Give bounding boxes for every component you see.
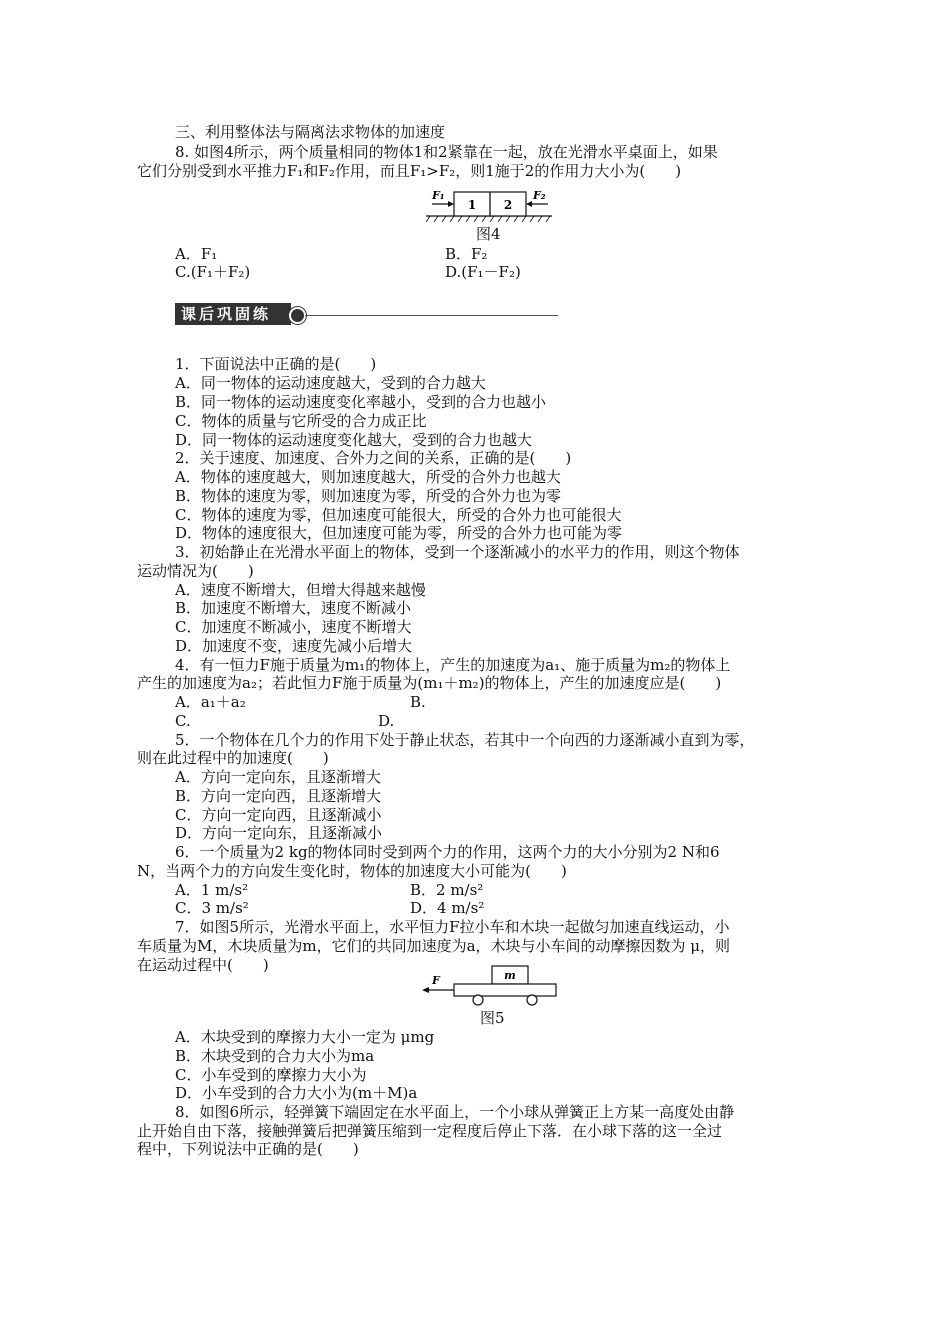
q3-stem-line1: 3．初始静止在光滑水平面上的物体，受到一个逐渐减小的水平力的作用，则这个物体 xyxy=(175,543,740,561)
q1-option-b: B．同一物体的运动速度变化率越小，受到的合力也越小 xyxy=(175,393,547,411)
cart-wheel-left xyxy=(473,995,483,1005)
block-1-label: 1 xyxy=(467,198,477,212)
cart-wheel-right xyxy=(527,995,537,1005)
q2-option-b: B．物体的速度为零，则加速度为零，所受的合外力也为零 xyxy=(175,487,562,505)
section-heading: 三、利用整体法与隔离法求物体的加速度 xyxy=(175,123,446,141)
q3-option-b: B．加速度不断增大，速度不断减小 xyxy=(175,599,412,617)
q2-option-d: D．物体的速度很大，但加速度可能为零，所受的合外力也可能为零 xyxy=(175,524,623,542)
q4-option-d: D. xyxy=(378,712,395,730)
q5-option-d: D．方向一定向东，且逐渐减小 xyxy=(175,824,383,842)
q1-option-c: C．物体的质量与它所受的合力成正比 xyxy=(175,412,427,430)
block-2-label: 2 xyxy=(503,198,513,212)
q4-option-c: C. xyxy=(175,712,191,730)
q7-option-a: A．木块受到的摩擦力大小一定为 μmg xyxy=(175,1028,435,1046)
section-banner: 课后巩固练 xyxy=(175,303,291,325)
q5-option-a: A．方向一定向东，且逐渐增大 xyxy=(175,768,381,786)
q2-stem: 2．关于速度、加速度、合外力之间的关系，正确的是( ) xyxy=(175,449,572,467)
figure-4 xyxy=(424,184,554,224)
q6-option-b: B．2 m/s² xyxy=(410,881,484,899)
figure-5-caption: 图5 xyxy=(480,1009,505,1027)
q7-option-b: B．木块受到的合力大小为ma xyxy=(175,1047,375,1065)
banner-dot-icon xyxy=(289,307,306,324)
q5-option-b: B．方向一定向西，且逐渐增大 xyxy=(175,787,382,805)
q5-stem-line1: 5．一个物体在几个力的作用下处于静止状态，若其中一个向西的力逐渐减小直到为零， xyxy=(175,731,755,749)
q7-stem-line2: 车质量为M，木块质量为m，它们的共同加速度为a，木块与小车间的动摩擦因数为 μ，则 xyxy=(137,937,731,955)
q7-stem-line3: 在运动过程中( ) xyxy=(137,956,269,974)
q2-option-c: C．物体的速度为零，但加速度可能很大，所受的合外力也可能很大 xyxy=(175,506,622,524)
q6-stem-line2: N，当两个力的方向发生变化时，物体的加速度大小可能为( ) xyxy=(137,862,567,880)
banner-divider xyxy=(305,315,558,316)
q8-option-b: B．F₂ xyxy=(445,245,488,263)
q6-option-d: D．4 m/s² xyxy=(410,899,485,917)
cart-body xyxy=(454,984,556,996)
q7-option-c: C．小车受到的摩擦力大小为 xyxy=(175,1066,367,1084)
q8-option-d: D.(F₁－F₂) xyxy=(445,263,521,281)
q6-option-c: C．3 m/s² xyxy=(175,899,249,917)
figure-5 xyxy=(420,962,560,1008)
q1-option-d: D．同一物体的运动速度变化越大，受到的合力也越大 xyxy=(175,431,533,449)
q4-stem-line1: 4．有一恒力F施于质量为m₁的物体上，产生的加速度为a₁、施于质量为m₂的物体上 xyxy=(175,656,731,674)
q4-stem-line2: 产生的加速度为a₂；若此恒力F施于质量为(m₁＋m₂)的物体上，产生的加速度应是( ) xyxy=(137,674,722,692)
q4-option-a: A．a₁＋a₂ xyxy=(175,693,246,711)
force-f1-label: F₁ xyxy=(432,189,445,202)
q1-stem: 1．下面说法中正确的是( ) xyxy=(175,355,377,373)
q6-stem-line1: 6．一个质量为2 kg的物体同时受到两个力的作用，这两个力的大小分别为2 N和6 xyxy=(175,843,720,861)
force-f2-label: F₂ xyxy=(533,189,546,202)
q8b-stem-line1: 8．如图6所示，轻弹簧下端固定在水平面上，一个小球从弹簧正上方某一高度处由静 xyxy=(175,1103,735,1121)
block-m-label: m xyxy=(504,969,516,982)
q5-stem-line2: 则在此过程中的加速度( ) xyxy=(137,749,329,767)
q7-stem-line1: 7．如图5所示，光滑水平面上，水平恒力F拉小车和木块一起做匀加速直线运动，小 xyxy=(175,918,730,936)
q8-option-a: A．F₁ xyxy=(175,245,218,263)
q6-option-a: A．1 m/s² xyxy=(175,881,249,899)
q4-option-b: B. xyxy=(410,693,426,711)
q3-option-a: A．速度不断增大，但增大得越来越慢 xyxy=(175,581,426,599)
q3-option-d: D．加速度不变，速度先减小后增大 xyxy=(175,637,413,655)
q8-option-c: C.(F₁＋F₂) xyxy=(175,263,251,281)
q8b-stem-line2: 止开始自由下落，接触弹簧后把弹簧压缩到一定程度后停止下落．在小球下落的这一全过 xyxy=(137,1122,723,1140)
q8-text-line2: 它们分别受到水平推力F₁和F₂作用，而且F₁>F₂，则1施于2的作用力大小为( ) xyxy=(137,162,682,180)
q2-option-a: A．物体的速度越大，则加速度越大，所受的合外力也越大 xyxy=(175,468,561,486)
force-f-label: F xyxy=(432,974,440,987)
q5-option-c: C．方向一定向西，且逐渐减小 xyxy=(175,806,382,824)
q1-option-a: A．同一物体的运动速度越大，受到的合力越大 xyxy=(175,374,486,392)
q8b-stem-line3: 程中，下列说法中正确的是( ) xyxy=(137,1140,359,1158)
q7-option-d: D．小车受到的合力大小为(m＋M)a xyxy=(175,1084,418,1102)
q3-option-c: C．加速度不断减小，速度不断增大 xyxy=(175,618,412,636)
figure-4-caption: 图4 xyxy=(476,225,501,243)
q3-stem-line2: 运动情况为( ) xyxy=(137,562,254,580)
q8-text-line1: 8. 如图4所示，两个质量相同的物体1和2紧靠在一起，放在光滑水平桌面上，如果 xyxy=(175,143,718,161)
